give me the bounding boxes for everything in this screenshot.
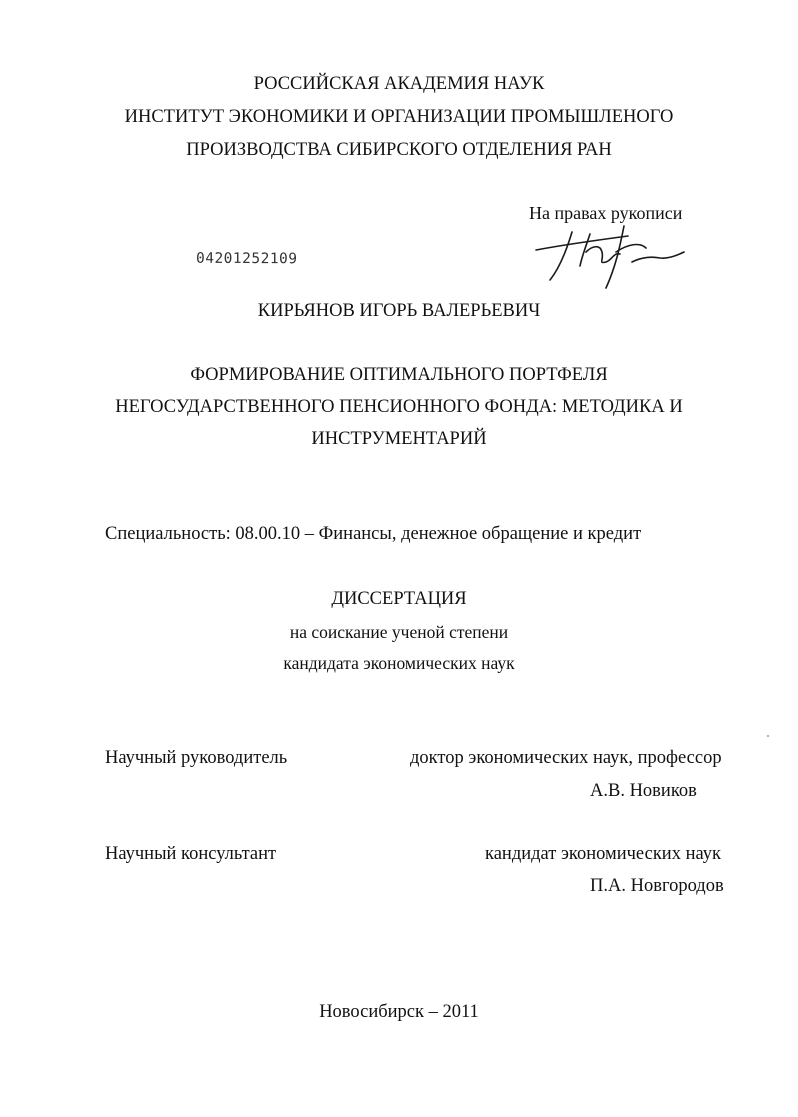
signature [528, 222, 708, 294]
supervisor-name: А.В. Новиков [590, 781, 697, 801]
consultant-degree: кандидат экономических наук [485, 844, 721, 864]
scan-speck [767, 735, 769, 737]
consultant-role: Научный консультант [105, 844, 277, 864]
header-line-1: РОССИЙСКАЯ АКАДЕМИЯ НАУК [253, 74, 545, 94]
header-line-3: ПРОИЗВОДСТВА СИБИРСКОГО ОТДЕЛЕНИЯ РАН [186, 140, 612, 160]
title-line-3: ИНСТРУМЕНТАРИЙ [311, 429, 487, 449]
dissertation-line-2: кандидата экономических наук [283, 653, 515, 673]
consultant-name: П.А. Новгородов [590, 876, 724, 896]
author-name: КИРЬЯНОВ ИГОРЬ ВАЛЕРЬЕВИЧ [257, 301, 541, 321]
title-line-2: НЕГОСУДАРСТВЕННОГО ПЕНСИОННОГО ФОНДА: МЕТОДИКА И [115, 397, 683, 417]
specialty: Специальность: 08.00.10 – Финансы, денежное обращение и кредит [105, 524, 642, 544]
supervisor-degree: доктор экономических наук, профессор [410, 748, 722, 768]
dissertation-heading: ДИССЕРТАЦИЯ [331, 589, 467, 609]
footer-city-year: Новосибирск – 2011 [319, 1002, 479, 1022]
supervisor-role: Научный руководитель [105, 748, 288, 768]
title-line-1: ФОРМИРОВАНИЕ ОПТИМАЛЬНОГО ПОРТФЕЛЯ [190, 365, 608, 385]
manuscript-note: На правах рукописи [529, 203, 683, 223]
header-line-2: ИНСТИТУТ ЭКОНОМИКИ И ОРГАНИЗАЦИИ ПРОМЫШЛЕНОГО [124, 107, 674, 127]
dissertation-line-1: на соискание ученой степени [289, 622, 509, 642]
registration-number: 04201252109 [195, 250, 298, 268]
